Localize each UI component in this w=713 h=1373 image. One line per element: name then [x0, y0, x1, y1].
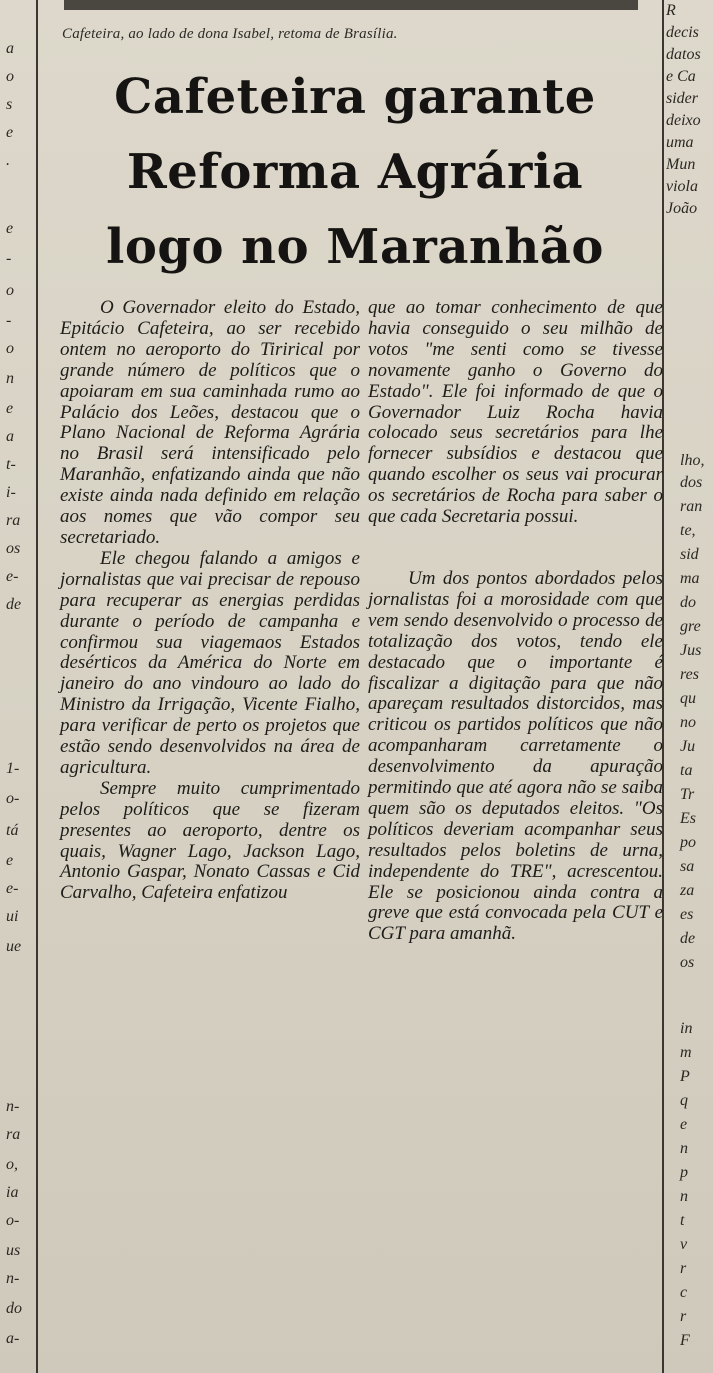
- paragraph: que ao tomar conhecimento de que havia conseguido o seu milhão de votos "me senti como se tivesse novamente ganho o Governo do Estado". Ele foi informado de que o Governador Luiz Rocha havia colocado seus secretários para lhe fornecer subsídios e destacou que quando escolher os seus vai procurar os secretários de Rocha para saber o que cada Secretaria possui.: [368, 297, 663, 528]
- fragment-text: do: [680, 594, 696, 611]
- fragment-text: F: [680, 1332, 690, 1349]
- right-column-fragment: [666, 0, 713, 1373]
- fragment-text: ra: [6, 512, 21, 529]
- fragment-text: o: [6, 282, 14, 299]
- headline-line-3: logo no Maranhão: [106, 219, 604, 275]
- fragment-text: e: [680, 1116, 688, 1133]
- fragment-text: za: [680, 882, 695, 899]
- fragment-text: a: [6, 40, 14, 57]
- fragment-text: Tr: [680, 786, 695, 803]
- fragment-text: o: [6, 68, 14, 85]
- fragment-text: in: [680, 1020, 693, 1037]
- fragment-text: t-: [6, 456, 16, 473]
- fragment-text: a: [6, 428, 14, 445]
- left-column-fragment: [0, 0, 30, 1373]
- fragment-text: Mun: [666, 156, 696, 173]
- fragment-text: João: [666, 200, 698, 217]
- fragment-text: e-: [6, 880, 19, 897]
- fragment-text: -: [6, 250, 12, 267]
- fragment-text: sider: [666, 90, 698, 107]
- fragment-text: s: [6, 96, 13, 113]
- fragment-text: o: [6, 340, 14, 357]
- fragment-text: r: [680, 1308, 687, 1325]
- fragment-text: no: [680, 714, 696, 731]
- fragment-text: es: [680, 906, 694, 923]
- article-column-2: [368, 298, 663, 945]
- fragment-text: -: [6, 312, 12, 329]
- fragment-text: dos: [680, 474, 703, 491]
- fragment-text: n-: [6, 1098, 20, 1115]
- fragment-text: n: [680, 1188, 688, 1205]
- fragment-text: Jus: [680, 642, 702, 659]
- fragment-text: qu: [680, 690, 696, 707]
- paragraph: Ele chegou falando a amigos e jornalistas que vai precisar de repouso para recuperar as energias perdidas durante o período de campanha e confirmou sua viagemaos Estados desérticos da América do Norte em janeiro do ano vindouro ao lado do Ministro da Irrigação, Vicente Fialho, para verificar de perto os projetos que estão sendo desenvolvidos na área de agricultura.: [60, 547, 360, 778]
- photo-caption: Cafeteira, ao lado de dona Isabel, retoma de Brasília.: [62, 26, 398, 42]
- fragment-text: do: [6, 1300, 22, 1317]
- fragment-text: Es: [680, 810, 696, 827]
- fragment-text: 1-: [6, 760, 20, 777]
- fragment-text: o,: [6, 1156, 18, 1173]
- fragment-text: R: [666, 2, 676, 19]
- fragment-text: res: [680, 666, 699, 683]
- fragment-text: c: [680, 1284, 688, 1301]
- fragment-text: i-: [6, 484, 16, 501]
- fragment-text: decis: [666, 24, 699, 41]
- fragment-text: e-: [6, 568, 19, 585]
- fragment-text: tá: [6, 822, 19, 839]
- fragment-text: lho,: [680, 452, 705, 469]
- fragment-text: de: [680, 930, 696, 947]
- fragment-text: gre: [680, 618, 701, 635]
- fragment-text: p: [680, 1164, 688, 1181]
- fragment-text: P: [680, 1068, 690, 1085]
- fragment-text: m: [680, 1044, 692, 1061]
- fragment-text: q: [680, 1092, 688, 1109]
- fragment-text: e: [6, 852, 14, 869]
- fragment-text: os: [680, 954, 695, 971]
- fragment-text: ta: [680, 762, 693, 779]
- paragraph: O Governador eleito do Estado, Epitácio Cafeteira, ao ser recebido ontem no aeroporto do Tirirical por grande número de políticos que o apoiaram em sua caminhada rumo ao Palácio dos Leões, destacou que o Plano Nacional de Reforma Agrária no Brasil será intensificado pelo Maranhão, enfatizando ainda que não existe ainda nada definido em relação aos nomes que vão compor seu secretariado.: [60, 297, 360, 548]
- fragment-text: ia: [6, 1184, 19, 1201]
- fragment-text: datos: [666, 46, 701, 63]
- fragment-text: us: [6, 1242, 21, 1259]
- fragment-text: ma: [680, 570, 700, 587]
- fragment-text: e Ca: [666, 68, 696, 85]
- article-column-1: [60, 298, 360, 904]
- headline-line-1: Cafeteira garante: [114, 69, 596, 125]
- fragment-text: ra: [6, 1126, 21, 1143]
- fragment-text: o-: [6, 1212, 20, 1229]
- fragment-text: v: [680, 1236, 688, 1253]
- fragment-text: n: [680, 1140, 688, 1157]
- fragment-text: sid: [680, 546, 699, 563]
- fragment-text: deixo: [666, 112, 701, 129]
- headline-line-2: Reforma Agrária: [126, 144, 584, 200]
- fragment-text: .: [6, 152, 10, 169]
- fragment-text: os: [6, 540, 21, 557]
- fragment-text: uma: [666, 134, 694, 151]
- fragment-text: ui: [6, 908, 19, 925]
- fragment-text: de: [6, 596, 22, 613]
- fragment-text: po: [680, 834, 696, 851]
- fragment-text: r: [680, 1260, 687, 1277]
- fragment-text: e: [6, 124, 14, 141]
- fragment-text: o-: [6, 790, 20, 807]
- fragment-text: e: [6, 400, 14, 417]
- fragment-text: a-: [6, 1330, 20, 1347]
- fragment-text: t: [680, 1212, 685, 1229]
- photo-bottom-edge: [64, 0, 638, 10]
- paragraph: Sempre muito cumprimentado pelos políticos que se fizeram presentes ao aeroporto, dentre os quais, Wagner Lago, Jackson Lago, Antonio Gaspar, Nonato Cassas e Cid Carvalho, Cafeteira enfatizou: [60, 777, 360, 904]
- paragraph-gap: [368, 528, 663, 569]
- fragment-text: viola: [666, 178, 698, 195]
- fragment-text: ue: [6, 938, 22, 955]
- fragment-text: n-: [6, 1270, 20, 1287]
- fragment-text: sa: [680, 858, 695, 875]
- left-column-rule: [36, 0, 38, 1373]
- fragment-text: Ju: [680, 738, 696, 755]
- fragment-text: e: [6, 220, 14, 237]
- fragment-text: n: [6, 370, 14, 387]
- fragment-text: te,: [680, 522, 696, 539]
- paragraph: Um dos pontos abordados pelos jornalistas foi a morosidade com que vem sendo desenvolvido o processo de totalização dos votos, tendo ele destacado que o importante é fiscalizar a digitação para que não apareçam resultados distorcidos, mas criticou os partidos políticos que não acompanharam carretamente o desenvolvimento da apuração permitindo que até agora não se saiba quem são os deputados eleitos. "Os políticos deveriam acompanhar seus resultados pelos boletins de urna, independente do TRE", acrescentou. Ele se posicionou ainda contra a greve que está convocada pela CUT e CGT para amanhã.: [368, 567, 663, 945]
- fragment-text: ran: [680, 498, 703, 515]
- headline: [60, 60, 650, 285]
